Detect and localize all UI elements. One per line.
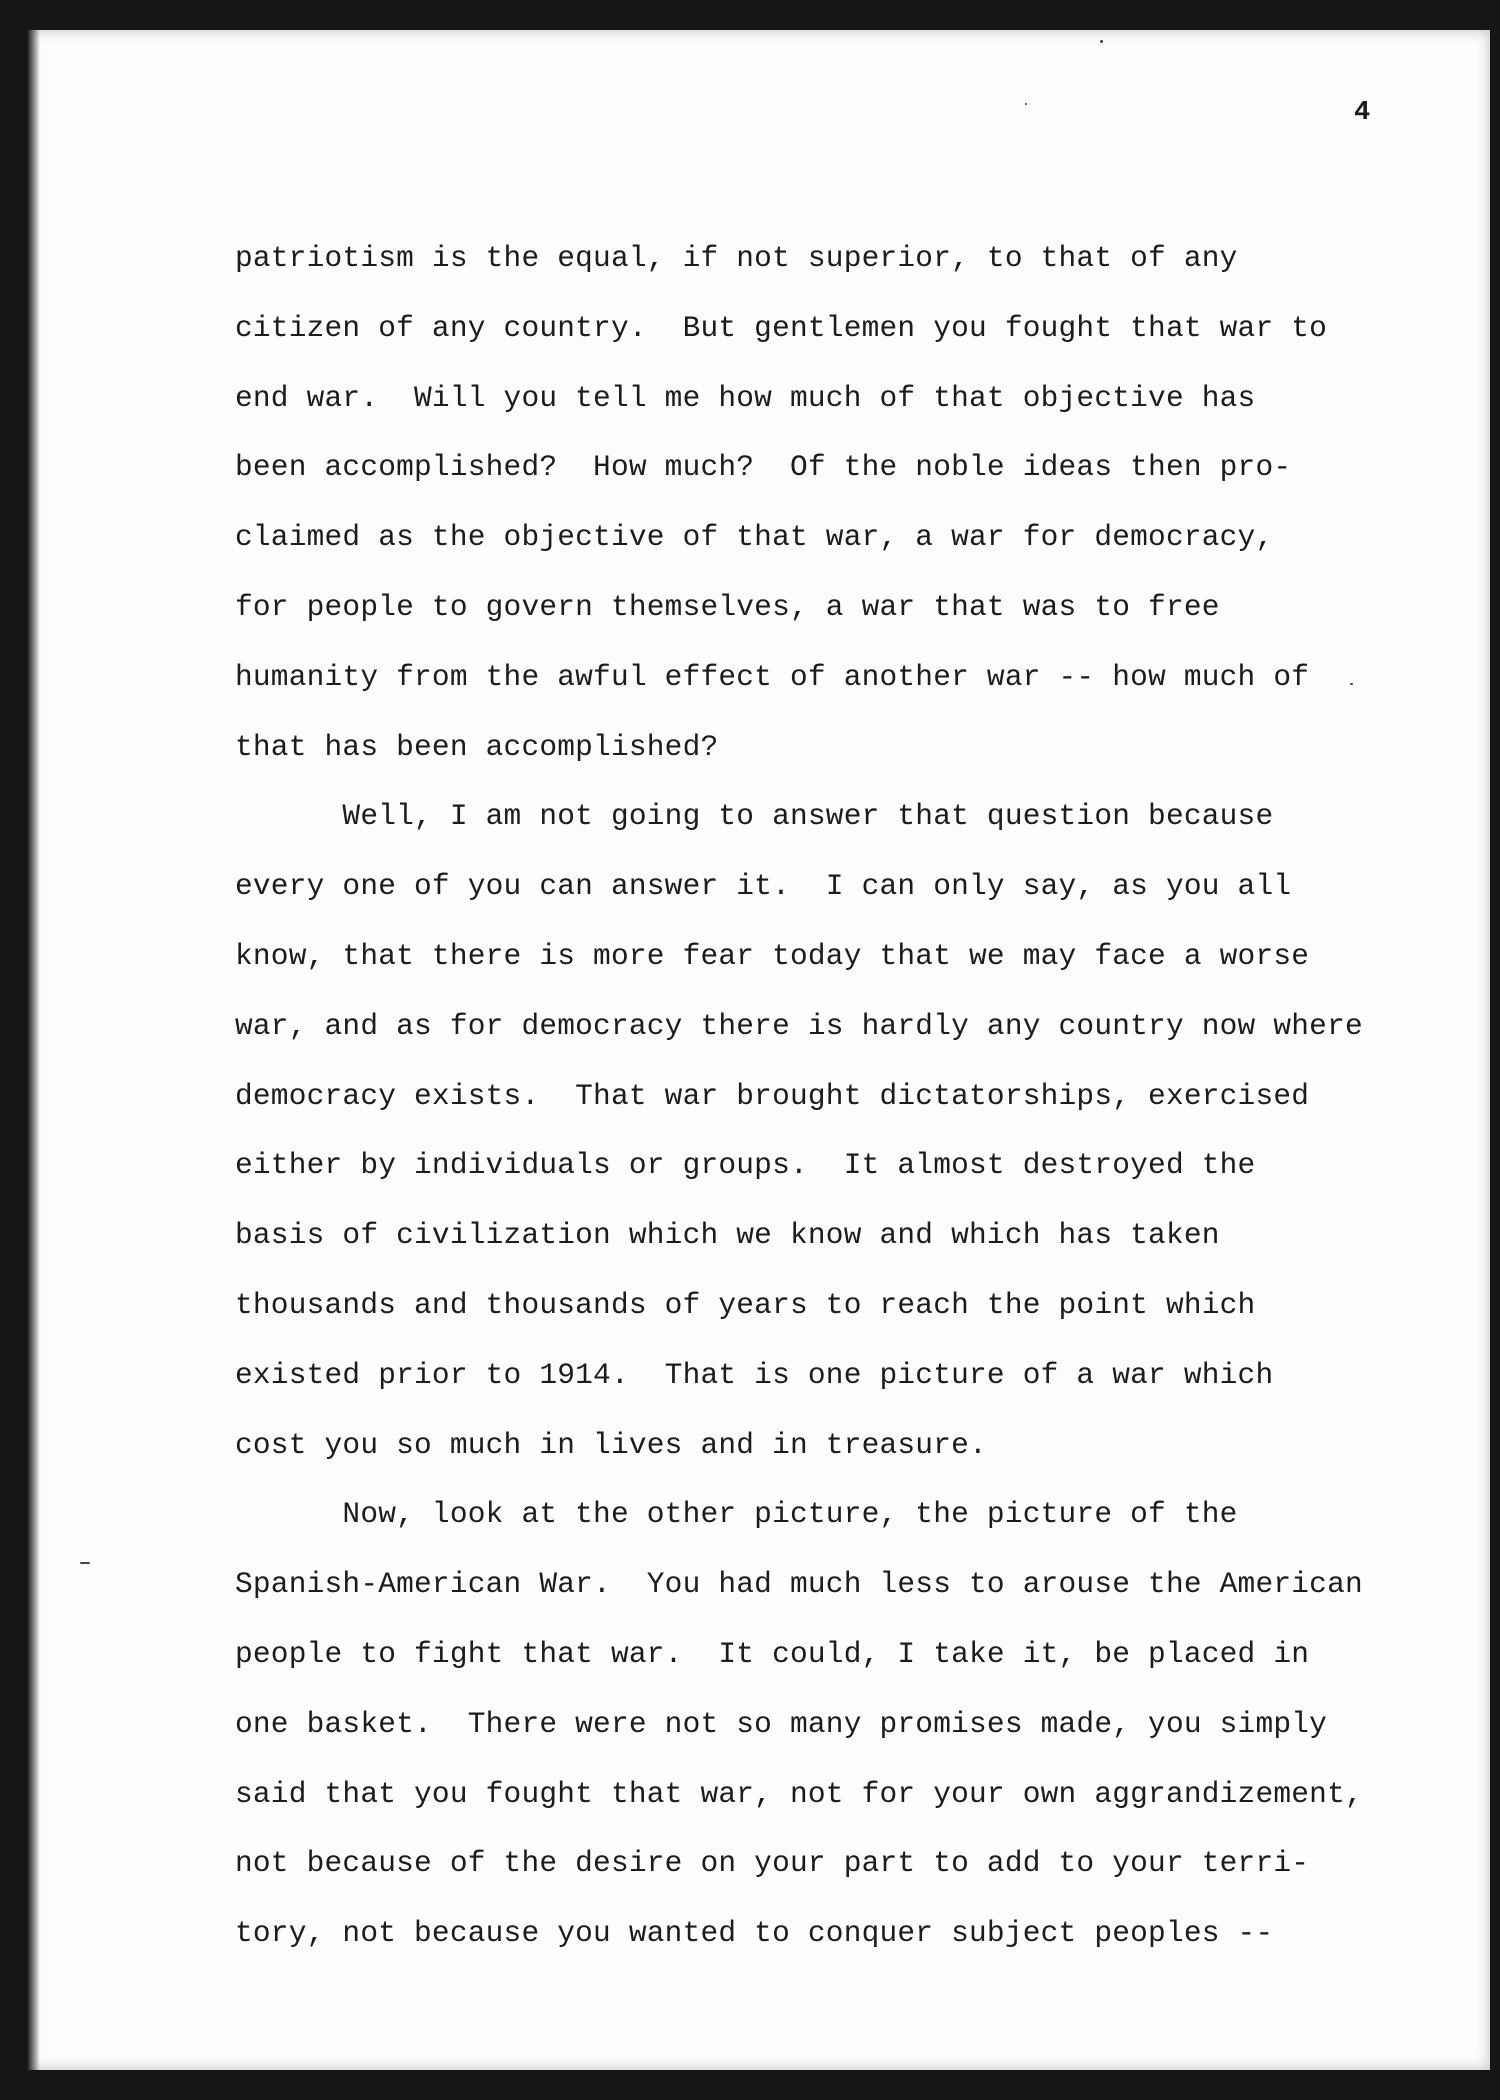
text-line: been accomplished? How much? Of the noble ideas then pro- bbox=[235, 450, 1292, 485]
text-line: said that you fought that war, not for your own aggrandizement, bbox=[235, 1776, 1363, 1811]
text-line: cost you so much in lives and in treasure. bbox=[235, 1427, 987, 1462]
text-line: either by individuals or groups. It almost destroyed the bbox=[235, 1148, 1256, 1183]
text-line: people to fight that war. It could, I take it, be placed in bbox=[235, 1636, 1310, 1671]
text-line: not because of the desire on your part to add to your terri- bbox=[235, 1846, 1310, 1881]
text-line: know, that there is more fear today that we may face a worse bbox=[235, 938, 1310, 973]
text-line: existed prior to 1914. That is one picture of a war which bbox=[235, 1357, 1274, 1392]
text-line: end war. Will you tell me how much of that objective has bbox=[235, 380, 1256, 415]
typewritten-body bbox=[235, 234, 1435, 1979]
text-line: thousands and thousands of years to reach the point which bbox=[235, 1287, 1256, 1322]
text-line: basis of civilization which we know and which has taken bbox=[235, 1218, 1220, 1253]
dust-speck bbox=[1100, 40, 1103, 43]
text-line: tory, not because you wanted to conquer subject peoples -- bbox=[235, 1916, 1274, 1951]
page-number: 4 bbox=[1354, 98, 1371, 128]
text-line: humanity from the awful effect of another war -- how much of bbox=[235, 659, 1310, 694]
text-line: democracy exists. That war brought dictatorships, exercised bbox=[235, 1078, 1310, 1113]
text-line: that has been accomplished? bbox=[235, 729, 719, 764]
text-line: every one of you can answer it. I can only say, as you all bbox=[235, 869, 1292, 904]
dust-speck bbox=[1350, 683, 1353, 685]
text-line: citizen of any country. But gentlemen you fought that war to bbox=[235, 310, 1328, 345]
dust-speck bbox=[1025, 103, 1027, 105]
dust-speck bbox=[80, 1562, 90, 1564]
text-line: Spanish-American War. You had much less to arouse the American bbox=[235, 1567, 1363, 1602]
page-shadow-edge bbox=[28, 30, 40, 2070]
text-line: one basket. There were not so many promises made, you simply bbox=[235, 1706, 1328, 1741]
text-line: claimed as the objective of that war, a war for democracy, bbox=[235, 520, 1274, 555]
text-line: Now, look at the other picture, the picture of the bbox=[235, 1497, 1238, 1532]
text-line: Well, I am not going to answer that question because bbox=[235, 799, 1274, 834]
text-line: war, and as for democracy there is hardly any country now where bbox=[235, 1008, 1363, 1043]
text-line: for people to govern themselves, a war that was to free bbox=[235, 589, 1220, 624]
text-line: patriotism is the equal, if not superior, to that of any bbox=[235, 241, 1238, 275]
